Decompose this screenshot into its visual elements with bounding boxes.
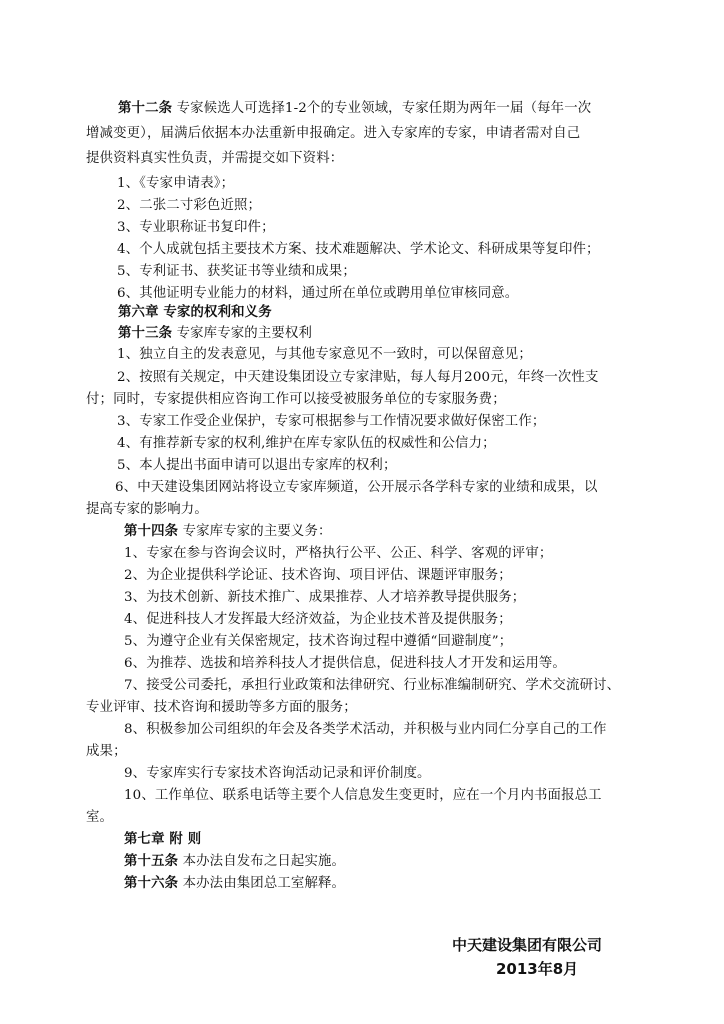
article-12-item-6: 6、其他证明专业能力的材料，通过所在单位或聘用单位审核同意。 bbox=[117, 286, 519, 301]
article-14-item-5: 5、为遵守企业有关保密规定，技术咨询过程中遵循“回避制度”； bbox=[124, 634, 513, 649]
signature-date: 2013年8月 bbox=[496, 960, 579, 978]
article-14-item-4: 4、促进科技人才发挥最大经济效益，为企业技术普及提供服务； bbox=[124, 612, 512, 627]
article-12-item-3: 3、专业职称证书复印件； bbox=[117, 220, 275, 235]
article-13-item-4: 4、有推荐新专家的权利,维护在库专家队伍的权威性和公信力； bbox=[117, 436, 496, 451]
article-12-line-3: 提供资料真实性负责，并需提交如下资料： bbox=[86, 151, 344, 166]
signature-company: 中天建设集团有限公司 bbox=[452, 936, 603, 954]
article-14-line-1 bbox=[124, 522, 684, 542]
article-13-item-6: 6、中天建设集团网站将设立专家库频道，公开展示各学科专家的业绩和成果，以 bbox=[115, 480, 598, 495]
article-13-item-6-cont: 提高专家的影响力。 bbox=[86, 502, 208, 517]
article-15-line bbox=[124, 852, 684, 872]
article-12-item-1: 1、《专家申请表》； bbox=[117, 176, 235, 191]
article-14-item-7: 7、接受公司委托，承担行业政策和法律研究、行业标准编制研究、学术交流研讨、 bbox=[124, 678, 621, 693]
article-14-item-3: 3、为技术创新、新技术推广、成果推荐、人才培养教导提供服务； bbox=[124, 590, 526, 605]
article-13-intro: 专家库专家的主要权利 bbox=[176, 326, 312, 341]
article-12-text: 专家候选人可选择1-2个的专业领域，专家任期为两年一届（每年一次 bbox=[176, 101, 592, 116]
article-12-item-2: 2、二张二寸彩色近照； bbox=[117, 198, 262, 213]
article-13-heading: 第十三条 bbox=[118, 326, 173, 341]
article-14-item-10: 10、工作单位、联系电话等主要个人信息发生变更时，应在一个月内书面报总工 bbox=[124, 788, 602, 803]
article-12-heading: 第十二条 bbox=[118, 101, 173, 116]
article-13-line-1 bbox=[118, 324, 678, 344]
article-13-item-2: 2、按照有关规定，中天建设集团设立专家津贴，每人每月200元，年终一次性支 bbox=[117, 370, 599, 385]
article-12-line-1 bbox=[118, 99, 678, 119]
article-14-item-9: 9、专家库实行专家技术咨询活动记录和评价制度。 bbox=[124, 766, 431, 781]
article-12-line-2: 增减变更），届满后依据本办法重新申报确定。进入专家库的专家，申请者需对自己 bbox=[86, 126, 581, 141]
article-14-intro: 专家库专家的主要义务： bbox=[182, 524, 332, 539]
article-16-text: 本办法由集团总工室解释。 bbox=[182, 876, 346, 891]
article-13-item-2-cont: 付；同时，专家提供相应咨询工作可以接受被服务单位的专家服务费； bbox=[86, 392, 506, 407]
article-16-line bbox=[124, 874, 684, 894]
article-14-item-8-cont: 成果； bbox=[86, 744, 127, 759]
article-13-item-5: 5、本人提出书面申请可以退出专家库的权利； bbox=[117, 458, 397, 473]
article-16-heading: 第十六条 bbox=[124, 876, 179, 891]
article-14-item-1: 1、专家在参与咨询会议时，严格执行公平、公正、科学、客观的评审； bbox=[124, 546, 553, 561]
article-14-item-2: 2、为企业提供科学论证、技术咨询、项目评估、课题评审服务； bbox=[124, 568, 512, 583]
article-13-item-3: 3、专家工作受企业保护，专家可根据参与工作情况要求做好保密工作； bbox=[117, 414, 546, 429]
chapter-7-title: 第七章 附 则 bbox=[124, 832, 202, 847]
article-15-heading: 第十五条 bbox=[124, 854, 179, 869]
article-12-item-5: 5、专利证书、获奖证书等业绩和成果； bbox=[117, 264, 356, 279]
chapter-6-title: 第六章 专家的权利和义务 bbox=[118, 305, 272, 320]
article-14-item-6: 6、为推荐、选拔和培养科技人才提供信息，促进科技人才开发和运用等。 bbox=[124, 656, 566, 671]
article-15-text: 本办法自发布之日起实施。 bbox=[182, 854, 346, 869]
article-14-item-10-cont: 室。 bbox=[86, 810, 114, 825]
article-14-heading: 第十四条 bbox=[124, 524, 179, 539]
article-14-item-8: 8、积极参加公司组织的年会及各类学术活动，并积极与业内同仁分享自己的工作 bbox=[124, 722, 607, 737]
article-12-item-4: 4、个人成就包括主要技术方案、技术难题解决、学术论文、科研成果等复印件； bbox=[117, 242, 600, 257]
article-13-item-1: 1、独立自主的发表意见，与其他专家意见不一致时，可以保留意见； bbox=[117, 347, 532, 362]
article-14-item-7-cont: 专业评审、技术咨询和援助等多方面的服务； bbox=[86, 700, 357, 715]
